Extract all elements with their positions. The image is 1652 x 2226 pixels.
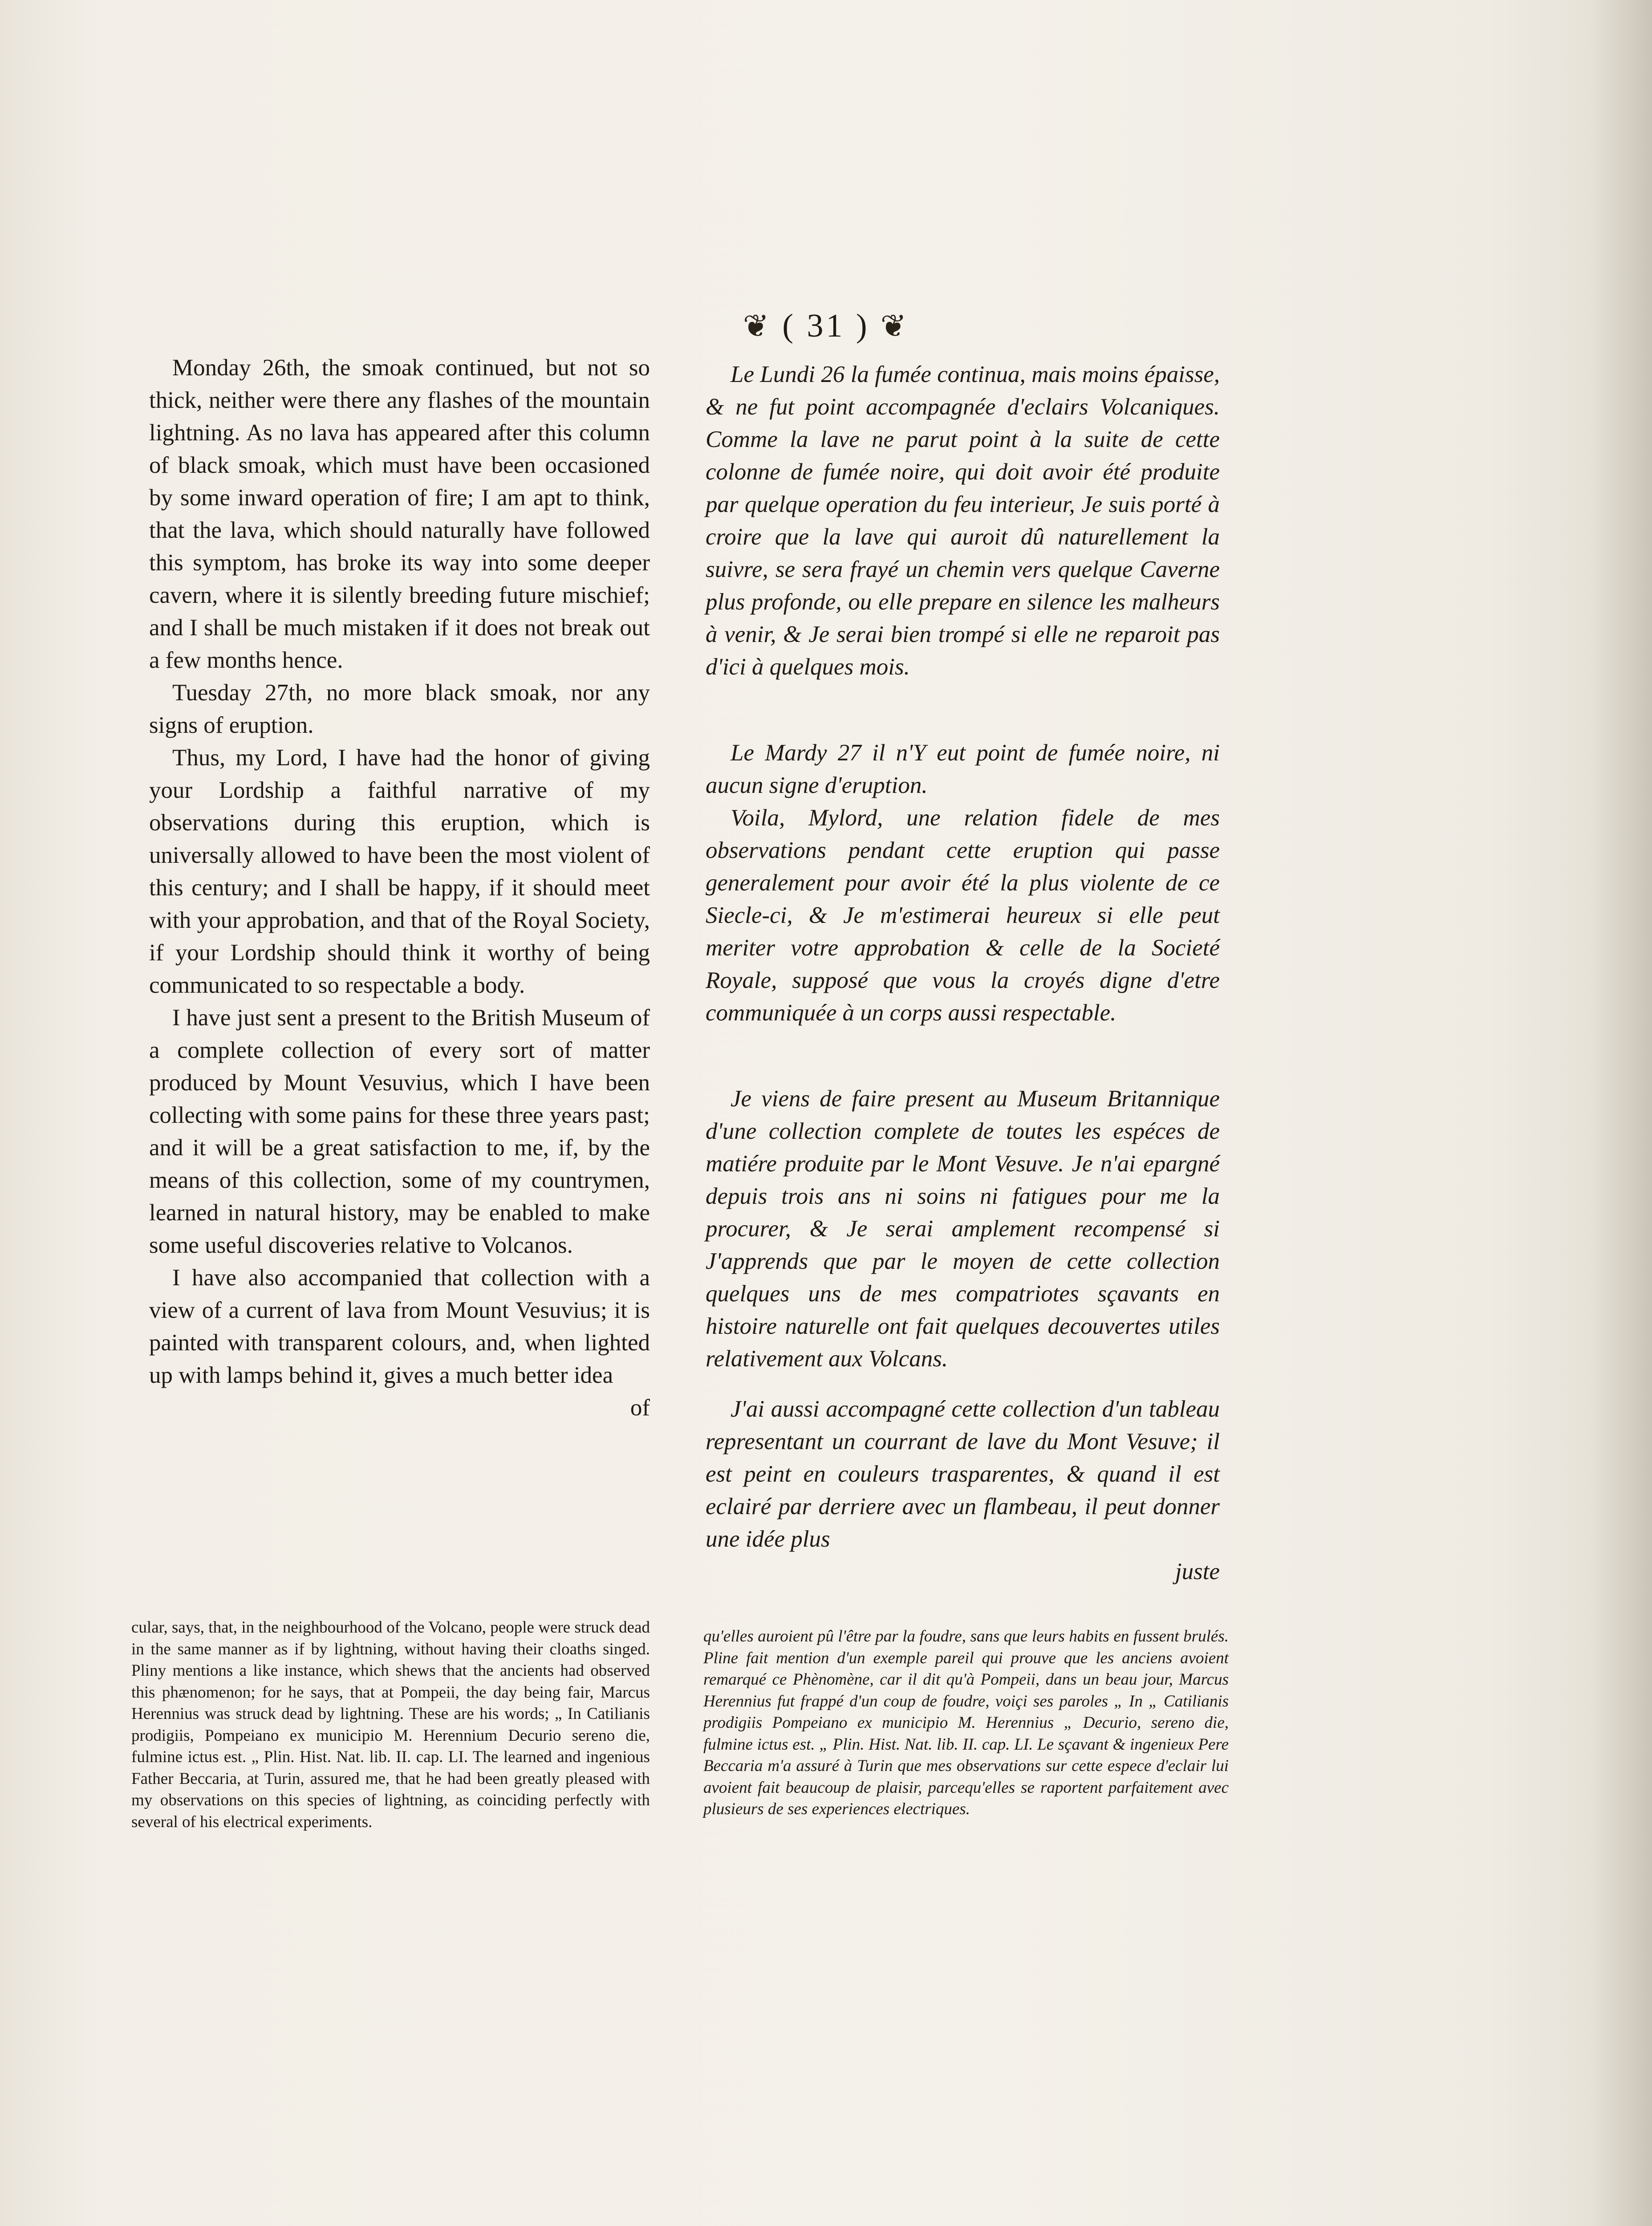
french-paragraph: Le Mardy 27 il n'Y eut point de fumée noire, ni aucun signe d'eruption. (706, 740, 1220, 798)
right-ornament: ❦ (880, 309, 909, 344)
french-paragraph: Le Lundi 26 la fumée continua, mais moins épaisse, & ne fut point accompagnée d'eclairs Volcaniques. Comme la lave ne parut point à la suite de cette colonne de fumée noire, qui doit avoir été produite par quelque operation du feu interieur, Je suis porté à croire que la lave qui auroit dû naturellement la suivre, se sera frayé un chemin vers quelque Caverne plus profonde, ou elle prepare en silence les malheurs à venir, & Je serai bien trompé si elle ne reparoit pas d'ici à quelques mois. (706, 362, 1220, 680)
english-footnote (131, 1617, 650, 1833)
page-number: ( 31 ) (782, 308, 870, 344)
english-paragraph: I have just sent a present to the British Museum of a complete collection of every sort of matter produced by Mount Vesuvius, which I have been collecting with some pains for these three years past; and it will be a great satisfaction to me, if, by the means of this collection, some of my countrymen, learned in natural history, may be enabled to make some useful discoveries relative to Volcanos. (149, 1005, 650, 1258)
english-text (149, 352, 650, 1392)
french-paragraph: Voila, Mylord, une relation fidele de mes observations pendant cette eruption qui passe generalement pour avoir été la plus violente de ce Siecle-ci, & Je m'estimerai heureux si elle peut meriter votre approbation & celle de la Societé Royale, supposé que vous la croyés digne d'etre communiquée à un corps aussi respectable. (706, 805, 1220, 1026)
english-paragraph: Thus, my Lord, I have had the honor of giving your Lordship a faithful narrative of my observations during this eruption, which is universally allowed to have been the most violent of this century; and I shall be happy, if it should meet with your approbation, and that of the Royal Society, if your Lordship should think it worthy of being communicated to so respectable a body. (149, 745, 650, 998)
english-footnote-text: cular, says, that, in the neighbourhood of the Volcano, people were struck dead in the same manner as if by lightning, without having their cloaths singed. Pliny mentions a like instance, which shews that the ancients had observed this phænomenon; for he says, that at Pompeii, the day being fair, Marcus Herennius was struck dead by lightning. These are his words; „ In Catilianis prodigiis, Pompeiano ex municipio M. Herennium Decurio sereno die, fulmine ictus est. „ Plin. Hist. Nat. lib. II. cap. LI. The learned and ingenious Father Beccaria, at Turin, assured me, that he had been greatly pleased with my observations on this species of lightning, as coinciding perfectly with several of his electrical experiments. (131, 1618, 650, 1831)
french-text (706, 358, 1220, 1556)
french-paragraph: J'ai aussi accompagné cette collection d'un tableau representant un courrant de lave du Mont Vesuve; il est peint en couleurs trasparentes, & quand il est eclairé par derriere avec un flambeau, il peut donner une idée plus (706, 1396, 1220, 1552)
french-footnote-text: qu'elles auroient pû l'être par la foudre, sans que leurs habits en fussent brulés. Pline fait mention d'un exemple pareil qui prouve que les anciens avoient remarqué ce Phènomène, car il dit qu'à Pompeii, dans un beau jour, Marcus Herennius fut frappé d'un coup de foudre, voiçi ses paroles „ In „ Catilianis prodigiis Pompeiano ex municipio M. Herennius „ Decurio, sereno die, fulmine ictus est. „ Plin. Hist. Nat. lib. II. cap. LI. Le sçavant & ingenieux Pere Beccaria m'a assuré à Turin que mes observations sur cette espece d'eclair lui avoient fait beaucoup de plaisir, parcequ'elles se raportent parfaitement avec plusieurs de ses experiences electriques. (703, 1627, 1229, 1818)
english-paragraph: I have also accompanied that collection with a view of a current of lava from Mount Vesuvius; it is painted with transparent colours, and, when lighted up with lamps behind it, gives a much better idea (149, 1265, 650, 1388)
french-column (706, 358, 1220, 1588)
english-paragraph: Tuesday 27th, no more black smoak, nor any signs of eruption. (149, 680, 650, 738)
english-catchword: of (630, 1395, 650, 1421)
french-paragraph: Je viens de faire present au Museum Britannique d'une collection complete de toutes les espéces de matiére produite par le Mont Vesuve. Je n'ai epargné depuis trois ans ni soins ni fatigues pour me la procurer, & Je serai amplement recompensé si J'apprends que par le moyen de cette collection quelques uns de mes compatriotes sçavants en histoire naturelle ont fait quelques decouvertes utiles relativement aux Volcans. (706, 1086, 1220, 1372)
french-footnote (703, 1626, 1229, 1820)
french-catchword: juste (1175, 1559, 1220, 1584)
page-header (0, 307, 1652, 345)
left-ornament: ❦ (743, 309, 772, 344)
english-column (149, 352, 650, 1424)
english-paragraph: Monday 26th, the smoak continued, but not so thick, neither were there any flashes of the mountain lightning. As no lava has appeared after this column of black smoak, which must have been occasioned by some inward operation of fire; I am apt to think, that the lava, which should naturally have followed this symptom, has broke its way into some deeper cavern, where it is silently breeding future mischief; and I shall be much mistaken if it does not break out a few months hence. (149, 355, 650, 673)
